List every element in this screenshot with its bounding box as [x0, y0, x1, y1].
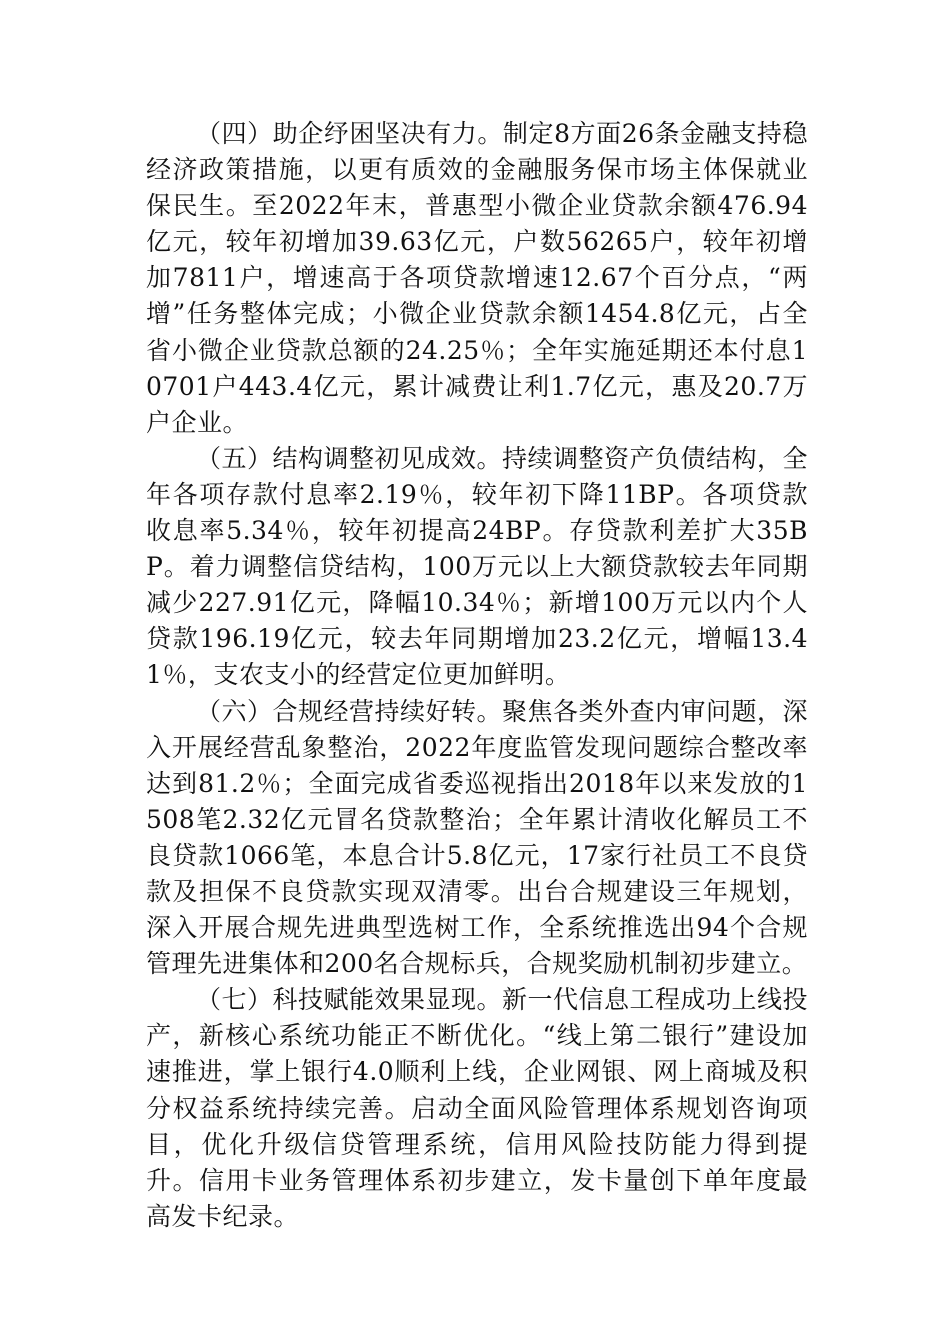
document-body	[146, 116, 808, 1235]
paragraph-section-4: （四）助企纾困坚决有力。制定8方面26条金融支持稳经济政策措施，以更有质效的金融服务保市场主体保就业保民生。至2022年末，普惠型小微企业贷款余额476.94亿元，较年初增加39.63亿元，户数56265户，较年初增加7811户，增速高于各项贷款增速12.67个百分点，“两增”任务整体完成；小微企业贷款余额1454.8亿元，占全省小微企业贷款总额的24.25％；全年实施延期还本付息10701户443.4亿元，累计减费让利1.7亿元，惠及20.7万户企业。	[146, 119, 808, 437]
paragraph-section-7: （七）科技赋能效果显现。新一代信息工程成功上线投产，新核心系统功能正不断优化。“线上第二银行”建设加速推进，掌上银行4.0顺利上线，企业网银、网上商城及积分权益系统持续完善。启动全面风险管理体系规划咨询项目，优化升级信贷管理系统，信用风险技防能力得到提升。信用卡业务管理体系初步建立，发卡量创下单年度最高发卡纪录。	[146, 985, 809, 1231]
paragraph-section-5: （五）结构调整初见成效。持续调整资产负债结构，全年各项存款付息率2.19％，较年初下降11BP。各项贷款收息率5.34％，较年初提高24BP。存贷款利差扩大35BP。着力调整信贷结构，100万元以上大额贷款较去年同期减少227.91亿元，降幅10.34％；新增100万元以内个人贷款196.19亿元，较去年同期增加23.2亿元，增幅13.41％，支农支小的经营定位更加鲜明。	[146, 443, 809, 690]
paragraph-section-6: （六）合规经营持续好转。聚焦各类外查内审问题，深入开展经营乱象整治，2022年度监管发现问题综合整改率达到81.2％；全面完成省委巡视指出2018年以来发放的1508笔2.32亿元冒名贷款整治；全年累计清收化解员工不良贷款1066笔，本息合计5.8亿元，17家行社员工不良贷款及担保不良贷款实现双清零。出台合规建设三年规划，深入开展合规先进典型选树工作，全系统推选出94个合规管理先进集体和200名合规标兵，合规奖励机制初步建立。	[146, 696, 809, 979]
